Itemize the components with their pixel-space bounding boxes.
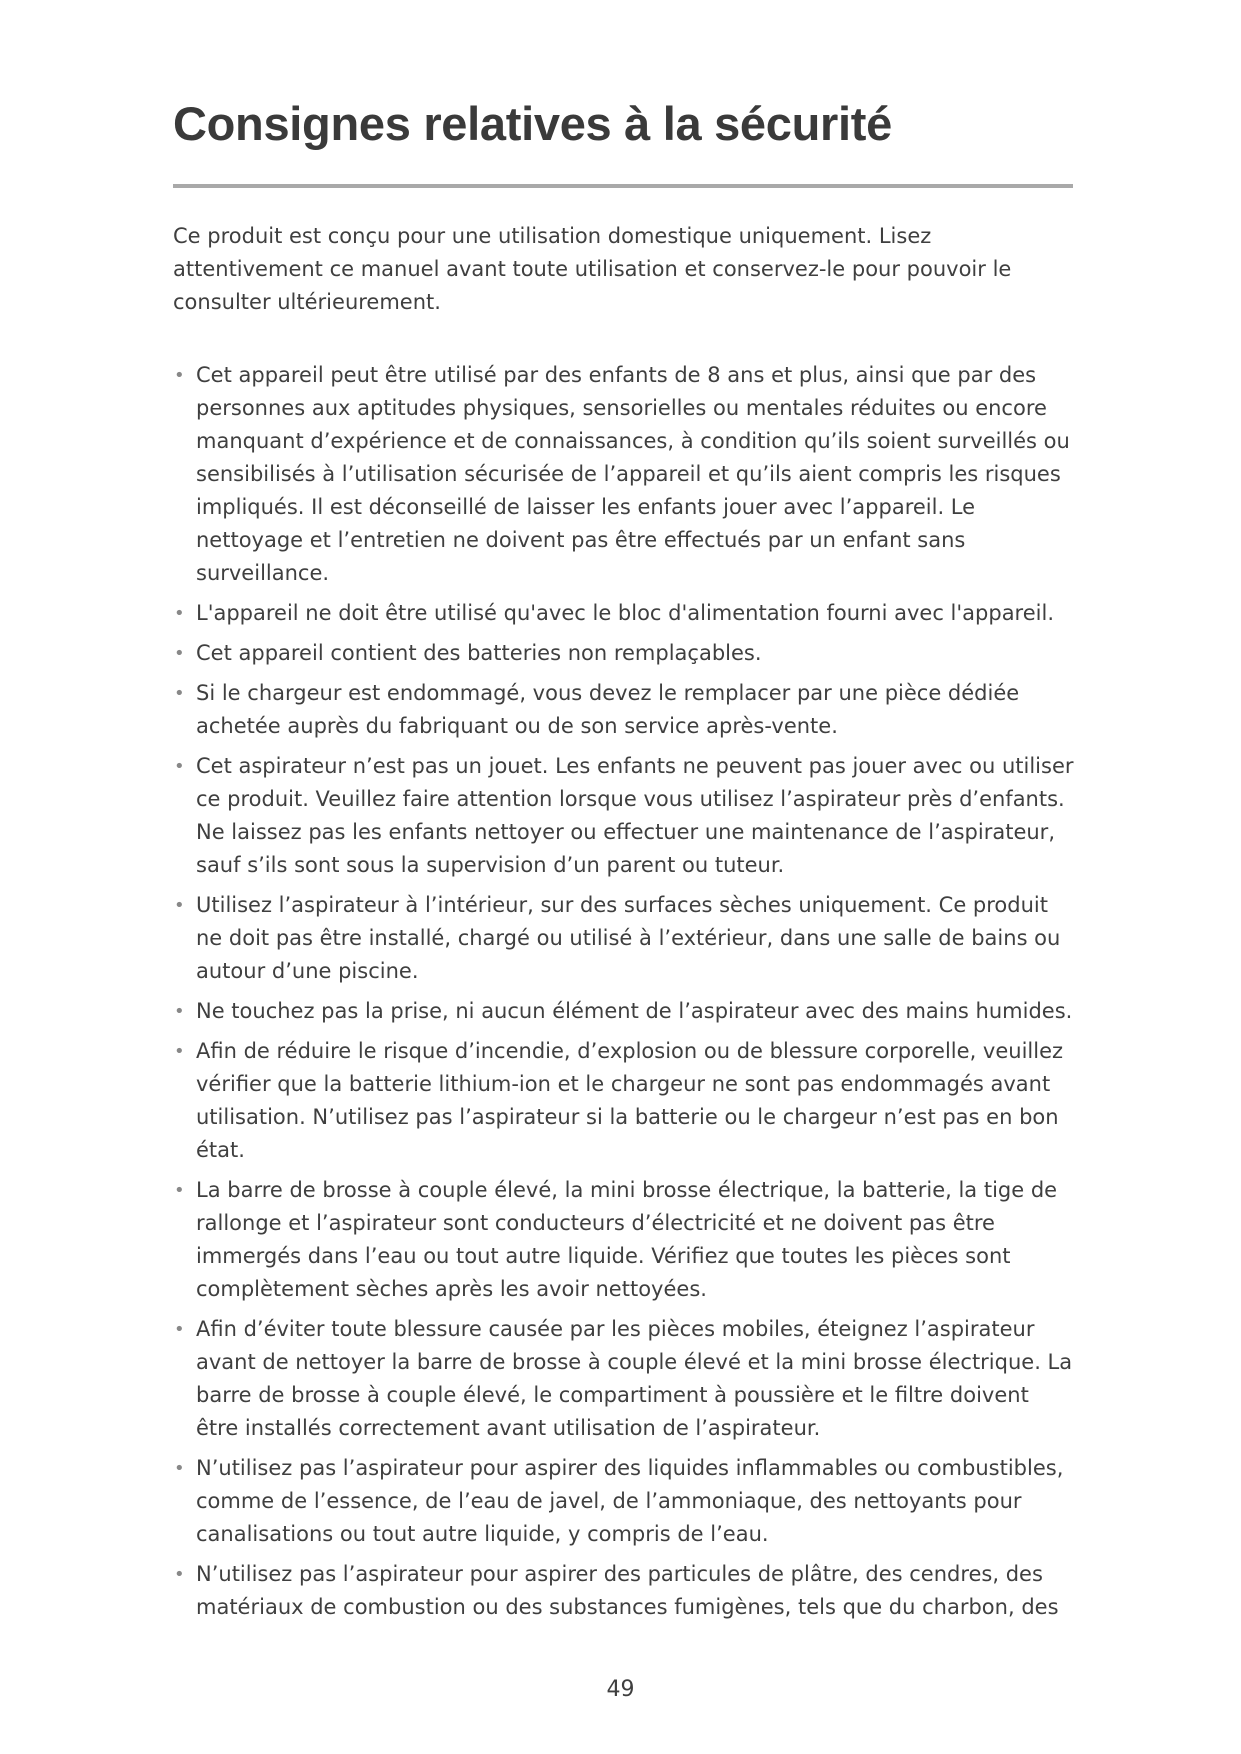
page-number: 49 [606, 1677, 635, 1702]
list-item [173, 750, 1076, 882]
page-content [173, 96, 1073, 1631]
list-item [173, 359, 1076, 590]
list-item [173, 1452, 1076, 1551]
list-item-text: L'appareil ne doit être utilisé qu'avec le bloc d'alimentation fourni avec l'appareil. [196, 601, 1054, 625]
bullet-icon: • [174, 643, 185, 664]
intro-paragraph: Ce produit est conçu pour une utilisation domestique uniquement. Lisez attentivement ce manuel avant toute utilisation et conservez-le pour pouvoir le consulter ultérieurement. [173, 224, 1012, 314]
list-item-text: Cet aspirateur n’est pas un jouet. Les enfants ne peuvent pas jouer avec ou utiliser ce produit. Veuillez faire attention lorsque vous utilisez l’aspirateur près d’enfants. Ne laissez pas les enfants nettoyer ou effectuer une maintenance de l’aspirateur, sauf s’ils sont sous la supervision d’un parent ou tuteur. [196, 754, 1074, 877]
bullet-icon: • [174, 1458, 185, 1479]
safety-list [173, 359, 1073, 1624]
bullet-icon: • [174, 365, 185, 386]
list-item-text: Afin de réduire le risque d’incendie, d’explosion ou de blessure corporelle, veuillez vérifier que la batterie lithium-ion et le chargeur ne sont pas endommagés avant utilisation. N’utilisez pas l’aspirateur si la batterie ou le chargeur n’est pas en bon état. [196, 1039, 1064, 1162]
list-item [173, 889, 1076, 988]
list-item-text: Cet appareil peut être utilisé par des enfants de 8 ans et plus, ainsi que par des personnes aux aptitudes physiques, sensorielles ou mentales réduites ou encore manquant d’expérience et de connaissances, à condition qu’ils soient surveillés ou sensibilisés à l’utilisation sécurisée de l’appareil et qu’ils aient compris les risques impliqués. Il est déconseillé de laisser les enfants jouer avec l’appareil. Le nettoyage et l’entretien ne doivent pas être effectués par un enfant sans surveillance. [196, 363, 1070, 585]
bullet-icon: • [174, 895, 185, 916]
list-item [173, 1313, 1076, 1445]
list-item [173, 1174, 1076, 1306]
bullet-icon: • [174, 1041, 185, 1062]
bullet-icon: • [174, 1564, 185, 1585]
list-item-text: N’utilisez pas l’aspirateur pour aspirer des liquides inflammables ou combustibles, comme de l’essence, de l’eau de javel, de l’ammoniaque, des nettoyants pour canalisations ou tout autre liquide, y compris de l’eau. [196, 1456, 1064, 1546]
list-item [173, 637, 1076, 670]
page-title: Consignes relatives à la sécurité [173, 97, 892, 150]
list-item [173, 1035, 1076, 1167]
list-item-text: N’utilisez pas l’aspirateur pour aspirer des particules de plâtre, des cendres, des matériaux de combustion ou des substances fumigènes, tels que du charbon, des [196, 1562, 1059, 1619]
list-item-text: Afin d’éviter toute blessure causée par les pièces mobiles, éteignez l’aspirateur avant de nettoyer la barre de brosse à couple élevé et la mini brosse électrique. La barre de brosse à couple élevé, le compartiment à poussière et le filtre doivent être installés correctement avant utilisation de l’aspirateur. [196, 1317, 1073, 1440]
bullet-icon: • [174, 1180, 185, 1201]
list-item-text: Cet appareil contient des batteries non remplaçables. [196, 641, 762, 665]
bullet-icon: • [174, 1319, 185, 1340]
title-divider [173, 184, 1073, 188]
bullet-icon: • [174, 756, 185, 777]
list-item [173, 597, 1076, 630]
bullet-icon: • [174, 683, 185, 704]
list-item [173, 1558, 1076, 1624]
list-item-text: Utilisez l’aspirateur à l’intérieur, sur des surfaces sèches uniquement. Ce produit ne doit pas être installé, chargé ou utilisé à l’extérieur, dans une salle de bains ou autour d’une piscine. [196, 893, 1061, 983]
list-item-text: Si le chargeur est endommagé, vous devez le remplacer par une pièce dédiée achetée auprès du fabriquant ou de son service après-vente. [196, 681, 1020, 738]
list-item [173, 677, 1076, 743]
bullet-icon: • [174, 603, 185, 624]
list-item-text: Ne touchez pas la prise, ni aucun élément de l’aspirateur avec des mains humides. [196, 999, 1073, 1023]
list-item [173, 995, 1076, 1028]
list-item-text: La barre de brosse à couple élevé, la mini brosse électrique, la batterie, la tige de rallonge et l’aspirateur sont conducteurs d’électricité et ne doivent pas être immergés dans l’eau ou tout autre liquide. Vérifiez que toutes les pièces sont complètement sèches après les avoir nettoyées. [196, 1178, 1058, 1301]
bullet-icon: • [174, 1001, 185, 1022]
